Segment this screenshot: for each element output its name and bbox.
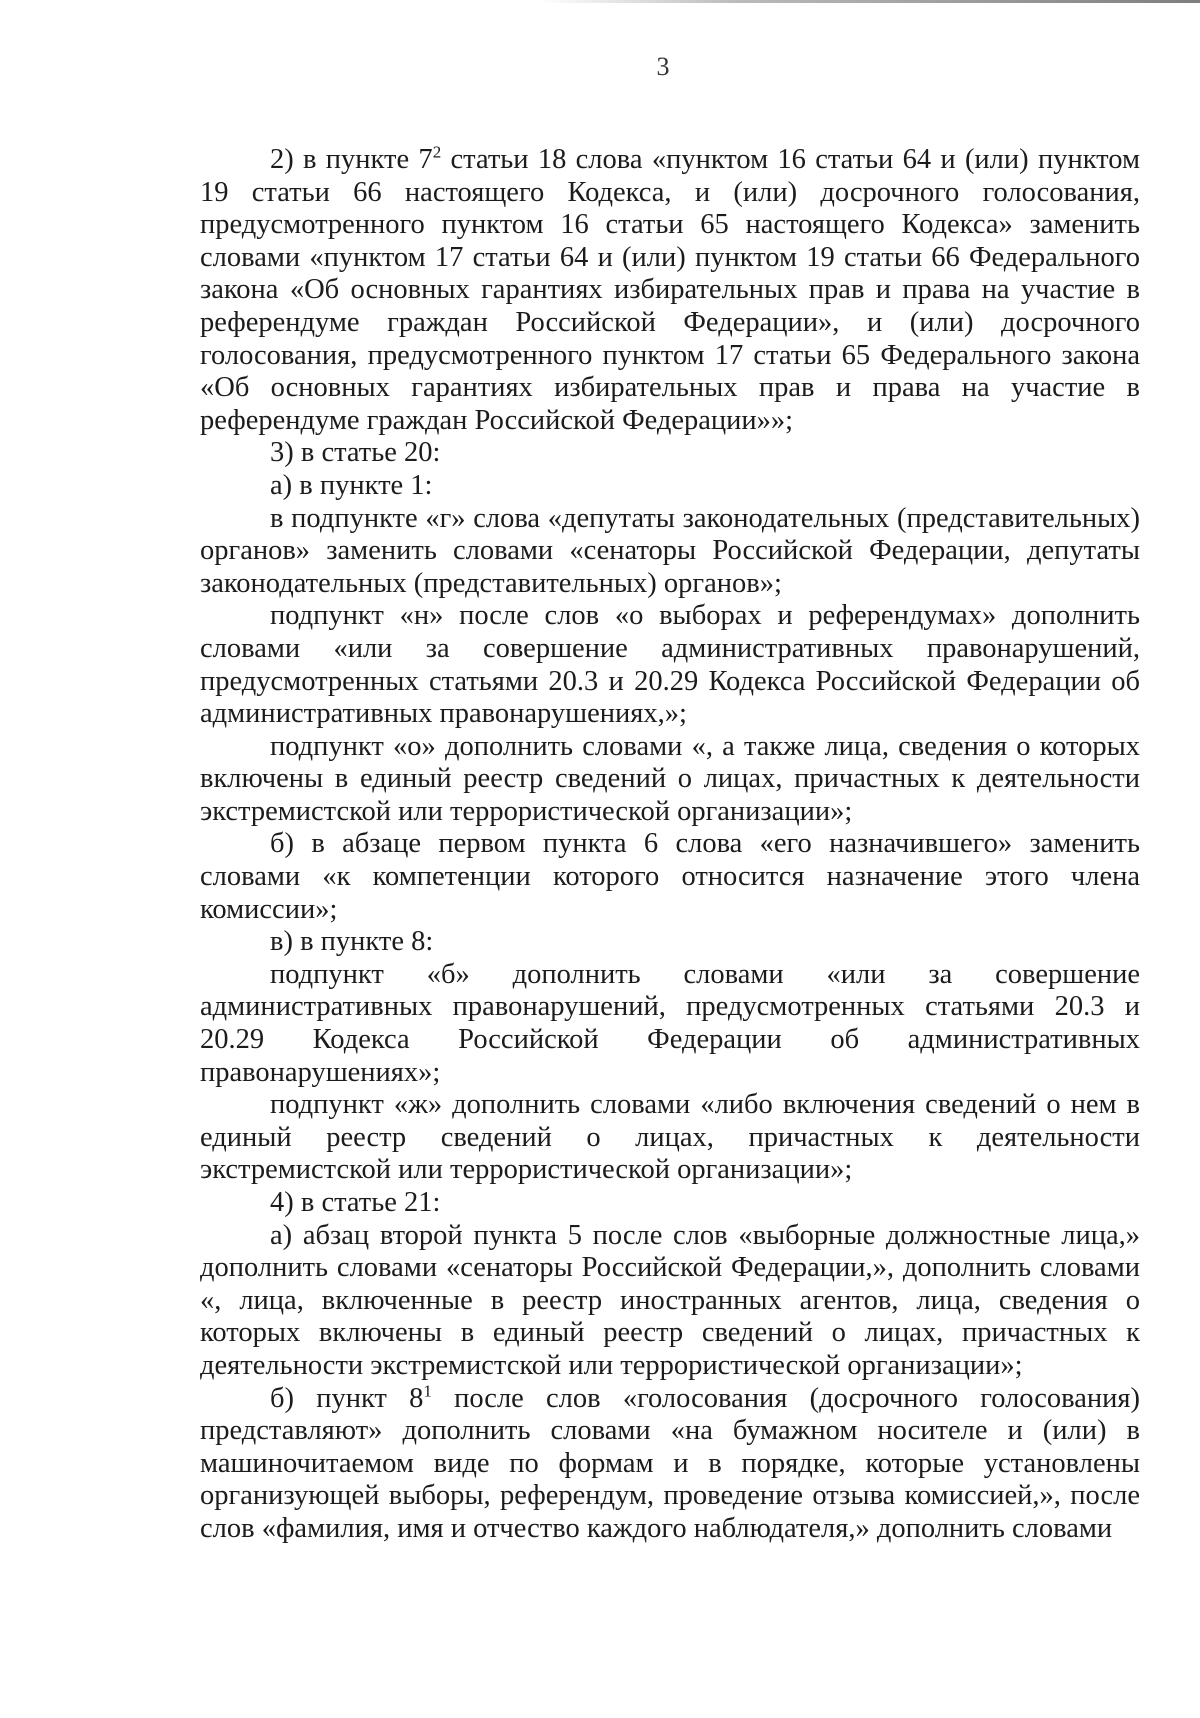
paragraph-item-4-a: а) абзац второй пункта 5 после слов «выборные должностные лица,» дополнить словами «сенаторы Российской Федерации,», дополнить словами «, лица, включенные в реестр иностранных агентов, лица, сведения о которых включены в единый реестр сведений о лицах, причастных к деятельности экстремистской или террористической организации»; (200, 1219, 1140, 1381)
paragraph-item-2: 2) в пункте $7^2$ статьи 18 слова «пунктом 16 статьи 64 и (или) пунктом 19 статьи 66 настоящего Кодекса, и (или) досрочного голосования, предусмотренного пунктом 16 статьи 65 настоящего Кодекса» заменить словами «пунктом 17 статьи 64 и (или) пунктом 19 статьи 66 Федерального закона «Об основных гарантиях избирательных прав и права на участие в референдуме граждан Российской Федерации», и (или) досрочного голосования, предусмотренного пунктом 17 статьи 65 Федерального закона «Об основных гарантиях избирательных прав и права на участие в референдуме граждан Российской Федерации»»; (200, 142, 1140, 436)
scan-edge (540, 0, 1200, 3)
page-number: 3 (656, 52, 670, 81)
paragraph-item-4: 4) в статье 21: (270, 1187, 441, 1218)
paragraph-subpoint-g: в подпункте «г» слова «депутаты законодательных (представительных) органов» заменить словами «сенаторы Российской Федерации, депутаты законодательных (представительных) органов»; (200, 502, 1140, 599)
document-body (200, 144, 1140, 1546)
paragraph-subitem-v: в) в пункте 8: (270, 926, 434, 958)
paragraph-subpoint-b: подпункт «б» дополнить словами «или за совершение административных правонарушений, предусмотренных статьями 20.3 и 20.29 Кодекса Российской Федерации об административных правонарушениях»; (200, 958, 1140, 1088)
paragraph-subitem-b: б) в абзаце первом пункта 6 слова «его назначившего» заменить словами «к компетенции которого относится назначение этого члена комиссии»; (200, 828, 1140, 925)
paragraph-item-3: 3) в статье 20: (270, 437, 441, 469)
paragraph-subpoint-zh: подпункт «ж» дополнить словами «либо включения сведений о нем в единый реестр сведений о лицах, причастных к деятельности экстремистской или террористической организации»; (200, 1089, 1140, 1186)
paragraph-item-4-b: б) пункт $8^1$ после слов «голосования (досрочного голосования) представляют» дополнить словами «на бумажном носителе и (или) в машиночитаемом виде по формам и в порядке, которые установлены организующей выборы, референдум, проведение отзыва комиссией,», после слов «фамилия, имя и отчество каждого наблюдателя,» дополнить словами (200, 1381, 1140, 1544)
paragraph-subpoint-o: подпункт «о» дополнить словами «, а также лица, сведения о которых включены в единый реестр сведений о лицах, причастных к деятельности экстремистской или террористической организации»; (200, 730, 1140, 827)
paragraph-subitem-a: а) в пункте 1: (270, 469, 433, 501)
paragraph-subpoint-n: подпункт «н» после слов «о выборах и референдумах» дополнить словами «или за совершение административных правонарушений, предусмотренных статьями 20.3 и 20.29 Кодекса Российской Федерации об административных правонарушениях,»; (200, 600, 1140, 730)
